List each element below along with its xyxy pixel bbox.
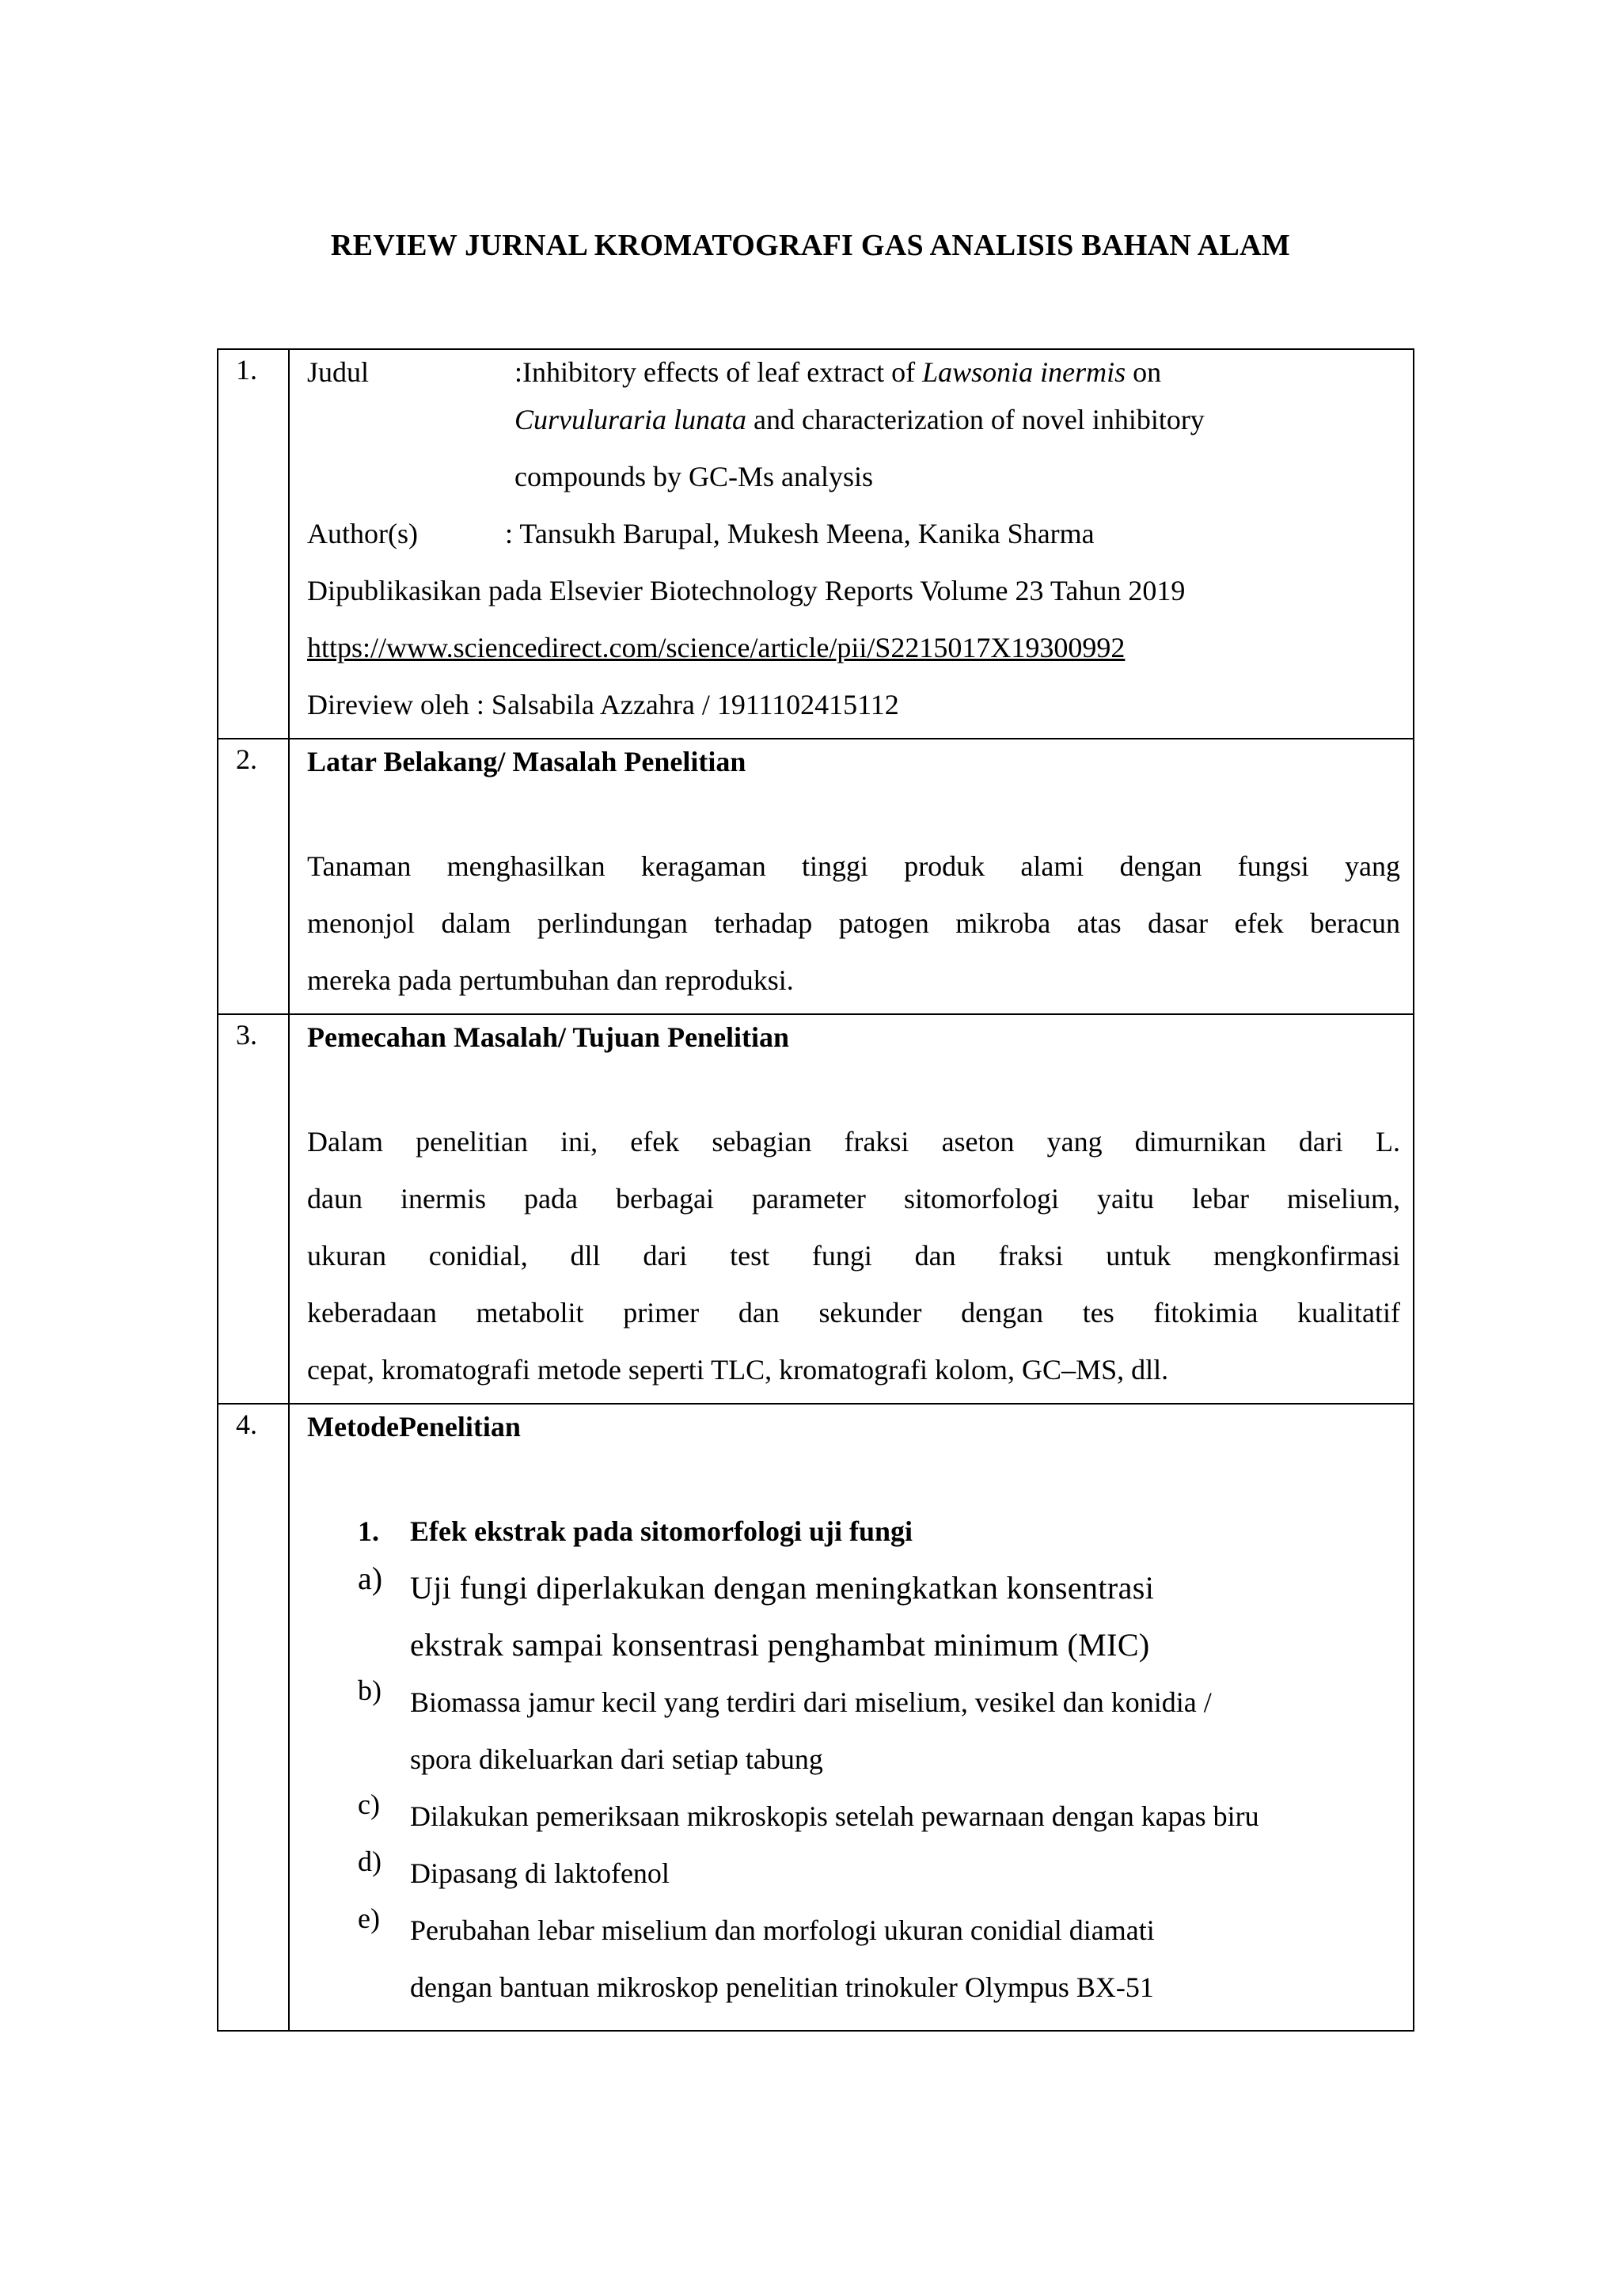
table-row: [218, 739, 1414, 1014]
item-marker: e): [358, 1903, 380, 1934]
item-text: Perubahan lebar miselium dan morfologi ukuran conidial diamati: [410, 1914, 1155, 1946]
row-number: 1.: [218, 349, 289, 739]
judul-label: Judul: [307, 356, 370, 388]
section-heading: MetodePenelitian: [307, 1411, 521, 1443]
judul-species-2: Curvuluraria lunata: [514, 404, 747, 435]
judul-line-1: [307, 353, 1400, 391]
judul-text-1b: on: [1126, 356, 1162, 388]
objective-cell: [289, 1014, 1414, 1404]
article-info-cell: [289, 349, 1414, 739]
list-item: [307, 1560, 1400, 1674]
list-item: [307, 1788, 1400, 1845]
list-item: [307, 1845, 1400, 1902]
author-value: : Tansukh Barupal, Mukesh Meena, Kanika Sharma: [505, 518, 1095, 549]
judul-text-1: :Inhibitory effects of leaf extract of: [514, 356, 923, 388]
paragraph-line: daun inermis pada berbagai parameter sitomorfologi yaitu lebar miselium,: [307, 1183, 1400, 1215]
published-line: Dipublikasikan pada Elsevier Biotechnology Reports Volume 23 Tahun 2019: [307, 575, 1186, 606]
row-number: 3.: [218, 1014, 289, 1404]
table-row: [218, 349, 1414, 739]
item-text: spora dikeluarkan dari setiap tabung: [410, 1743, 823, 1775]
table-row: [218, 1404, 1414, 2031]
sub-title: Efek ekstrak pada sitomorfologi uji fungi: [410, 1515, 913, 1547]
item-text: Dipasang di laktofenol: [410, 1857, 670, 1889]
article-link[interactable]: https://www.sciencedirect.com/science/article/pii/S2215017X19300992: [307, 632, 1126, 663]
section-heading: Pemecahan Masalah/ Tujuan Penelitian: [307, 1021, 790, 1053]
reviewer-line: Direview oleh : Salsabila Azzahra / 1911102415112: [307, 689, 899, 720]
item-marker: b): [358, 1674, 382, 1706]
judul-line-2: [307, 391, 1400, 448]
paragraph-line: keberadaan metabolit primer dan sekunder dengan tes fitokimia kualitatif: [307, 1297, 1400, 1329]
item-text: Biomassa jamur kecil yang terdiri dari miselium, vesikel dan konidia /: [410, 1686, 1212, 1718]
list-item: [307, 1674, 1400, 1788]
item-text: dengan bantuan mikroskop penelitian trinokuler Olympus BX-51: [410, 1971, 1154, 2003]
item-marker: c): [358, 1789, 380, 1820]
paragraph-line: menonjol dalam perlindungan terhadap patogen mikroba atas dasar efek beracun: [307, 907, 1400, 939]
item-marker: a): [358, 1560, 383, 1596]
section-heading: Latar Belakang/ Masalah Penelitian: [307, 746, 746, 777]
item-text: Uji fungi diperlakukan dengan meningkatkan konsentrasi: [410, 1570, 1155, 1606]
page-title: REVIEW JURNAL KROMATOGRAFI GAS ANALISIS BAHAN ALAM: [330, 229, 1291, 262]
method-subheading: [307, 1503, 1400, 1560]
review-table: [217, 348, 1414, 2032]
item-text: Dilakukan pemeriksaan mikroskopis setelah pewarnaan dengan kapas biru: [410, 1800, 1259, 1832]
sub-number: 1.: [358, 1515, 379, 1547]
paragraph-line: mereka pada pertumbuhan dan reproduksi.: [307, 964, 794, 996]
judul-species-1: Lawsonia inermis: [922, 356, 1126, 388]
item-marker: d): [358, 1846, 382, 1877]
paragraph-line: cepat, kromatografi metode seperti TLC, kromatografi kolom, GC–MS, dll.: [307, 1354, 1169, 1386]
background-cell: [289, 739, 1414, 1014]
paragraph-line: Tanaman menghasilkan keragaman tinggi produk alami dengan fungsi yang: [307, 850, 1400, 882]
item-text: ekstrak sampai konsentrasi penghambat minimum (MIC): [410, 1627, 1150, 1663]
author-label: Author(s): [307, 518, 418, 549]
paragraph-line: Dalam penelitian ini, efek sebagian fraksi aseton yang dimurnikan dari L.: [307, 1126, 1400, 1158]
row-number: 2.: [218, 739, 289, 1014]
list-item: [307, 1902, 1400, 2016]
judul-text-2: and characterization of novel inhibitory: [746, 404, 1205, 435]
method-cell: [289, 1404, 1414, 2031]
author-line: [307, 505, 1400, 562]
judul-line-3: compounds by GC-Ms analysis: [514, 461, 873, 492]
table-row: [218, 1014, 1414, 1404]
row-number: 4.: [218, 1404, 289, 2031]
paragraph-line: ukuran conidial, dll dari test fungi dan fraksi untuk mengkonfirmasi: [307, 1240, 1400, 1272]
